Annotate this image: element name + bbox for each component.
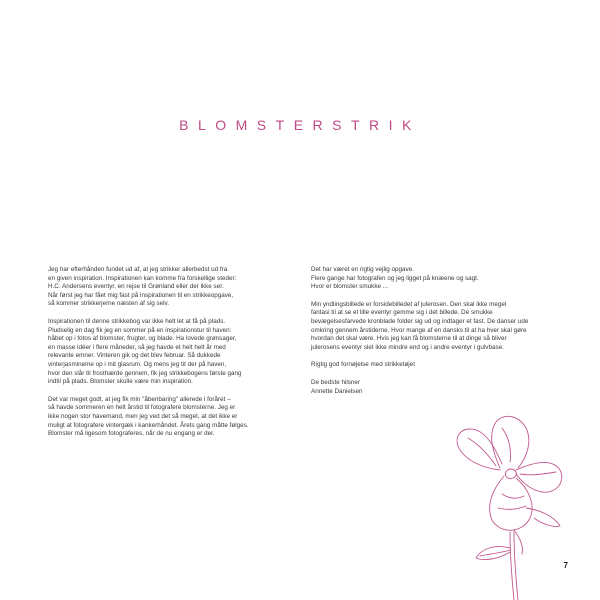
right-signature: De bedste hilsner Annette Danielsen bbox=[311, 378, 363, 395]
right-paragraph-3: Rigtig god fornøjelse med strikketøjet bbox=[311, 361, 415, 369]
left-paragraph-1: Jeg har efterhånden fundet ud af, at jeg strikker allerbedst ud fra en given inspiration. Inspirationen kan komme fra forskellige steder: H.C. Andersens eventyr, en rejse til Grønland eller der ikke ser. Når først jeg har fået mig fast på inspirationen til en strikkeopgave, så kommer strikkerjerne næsten af sig selv. bbox=[48, 266, 237, 308]
left-paragraph-2: Inspirationen til denne strikkebog var ikke helt let at få på plads. Pludselig en dag fik jeg en sommer på en inspirationstur til haven: håbet op i fotos af blomster, frugter, og blade. Ha lovede grønsager, en masse idéer i flere måneder, så jeg havde et helt helt år med relevante emner. Vinteren gik og det blev februar. Så dukkede vinterjasmineme op i mit glasrum. Og mens jeg tit der på haven, hvor den slår til frosthærde gennem, fik jeg strikkebogens første gang indtil på plads. Blomster skulle være min inspiration. bbox=[48, 317, 242, 386]
left-paragraph-3: Det var meget godt, at jeg fik min "åbenbaring" allerede i foråret – så havde sommeren en helt årstid til fotografere blomsterne. Jeg er ikke nogen stor havemand, men jeg ved det så meget, at det ikke er muligt at fotografere vintergæk i kankerhåndet. Årets gang måtte følges. Blomster må ligesom fotograferes, når de nu engang er der. bbox=[48, 395, 249, 438]
page-number: 7 bbox=[563, 561, 568, 570]
left-text-column bbox=[48, 266, 276, 448]
right-paragraph-2: Min yndlingsbillede er forsidebilledet af julerosen. Den skal ikke megel fantasi til at se et lille eventyr gemme sig i det billede. De smukke bevægelsesfarvede kronblade folder sig ud og indtager et fast. De danser ude omkring gennem årstiderne. Hvor mange af en dansks til at ha hver skal gøre hvordan det skal være. Hvis jeg kan få blomsterne til at dinge så bliver julerosens eventyr slet ikke mindre end og i andre eventyr i gulvbase. bbox=[311, 300, 529, 351]
page-title: BLOMSTERSTRIK bbox=[179, 117, 421, 133]
right-text-column bbox=[311, 266, 557, 405]
right-paragraph-1: Det har været en rigtig vejlig opgave. Flere gange har fotografen og jeg ligget på knæene og sagt. Hvor er blomster smukke ... bbox=[311, 266, 479, 291]
